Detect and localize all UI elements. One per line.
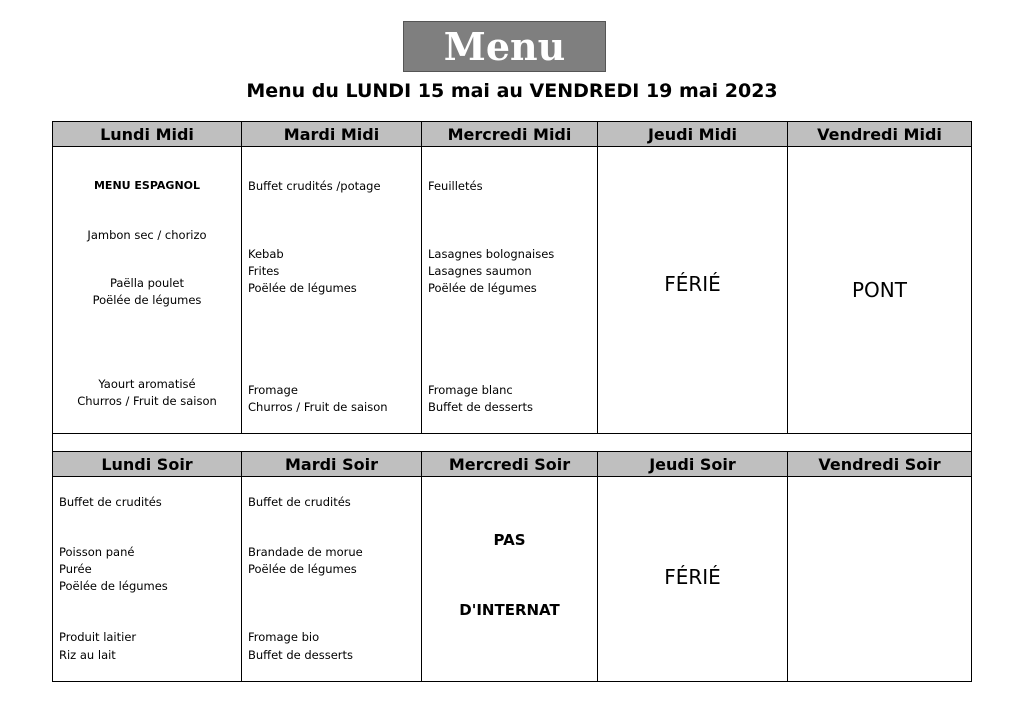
soir-menu-table	[52, 451, 972, 682]
mardi-soir-plat-2: Poëlée de légumes	[248, 562, 357, 576]
header-mercredi-midi: Mercredi Midi	[422, 122, 598, 147]
header-mardi-soir: Mardi Soir	[242, 452, 422, 477]
mardi-midi-plat-1: Kebab	[248, 247, 284, 261]
mardi-soir-dessert-2: Buffet de desserts	[248, 648, 354, 662]
header-vendredi-midi: Vendredi Midi	[788, 122, 972, 147]
lundi-midi-entree: Jambon sec / chorizo	[87, 228, 207, 242]
lundi-midi-plat-1: Paëlla poulet	[109, 276, 185, 290]
header-mardi-midi: Mardi Midi	[242, 122, 422, 147]
lundi-midi-dessert-2: Churros / Fruit de saison	[77, 394, 217, 408]
lundi-soir-dessert-2: Riz au lait	[59, 648, 116, 662]
mardi-soir-entree: Buffet de crudités	[248, 495, 351, 509]
mardi-midi-dessert-1: Fromage	[248, 383, 298, 397]
lundi-soir-plat-2: Purée	[59, 562, 92, 576]
mardi-soir-dessert-1: Fromage bio	[248, 630, 320, 644]
mercredi-soir-line-1: PAS	[493, 531, 526, 549]
mercredi-soir-line-2: D'INTERNAT	[459, 601, 560, 619]
header-vendredi-soir: Vendredi Soir	[788, 452, 972, 477]
mardi-midi-entree: Buffet crudités /potage	[248, 179, 381, 193]
mardi-midi-plat-3: Poëlée de légumes	[248, 281, 357, 295]
jeudi-soir-ferie: FÉRIÉ	[664, 565, 721, 589]
cell-mardi-soir	[242, 477, 422, 682]
cell-lundi-midi	[53, 147, 242, 434]
page-title	[403, 21, 606, 72]
mercredi-midi-plat-1: Lasagnes bolognaises	[428, 247, 555, 261]
lundi-midi-plat-2: Poëlée de légumes	[92, 293, 202, 307]
mercredi-midi-plat-2: Lasagnes saumon	[428, 264, 532, 278]
mardi-soir-plat-1: Brandade de morue	[248, 545, 363, 559]
mercredi-midi-dessert-1: Fromage blanc	[428, 383, 513, 397]
jeudi-midi-ferie: FÉRIÉ	[664, 272, 721, 296]
lundi-soir-plat-3: Poëlée de légumes	[59, 579, 168, 593]
mercredi-midi-dessert-2: Buffet de desserts	[428, 400, 534, 414]
cell-jeudi-midi	[598, 147, 788, 434]
menu-period: Menu du LUNDI 15 mai au VENDREDI 19 mai 2023	[246, 80, 778, 102]
header-mercredi-soir: Mercredi Soir	[422, 452, 598, 477]
cell-mercredi-midi	[422, 147, 598, 434]
soir-content-row	[53, 477, 972, 682]
header-lundi-soir: Lundi Soir	[53, 452, 242, 477]
mercredi-midi-entree: Feuilletés	[428, 179, 483, 193]
midi-header-row	[53, 122, 972, 147]
mercredi-midi-plat-3: Poëlée de légumes	[428, 281, 537, 295]
cell-vendredi-midi	[788, 147, 972, 434]
midi-content-row	[53, 147, 972, 434]
cell-mardi-midi	[242, 147, 422, 434]
vendredi-midi-pont: PONT	[852, 278, 907, 302]
cell-mercredi-soir	[422, 477, 598, 682]
lundi-midi-dessert-1: Yaourt aromatisé	[98, 377, 196, 391]
lundi-soir-entree: Buffet de crudités	[59, 495, 162, 509]
lundi-soir-plat-1: Poisson pané	[59, 545, 135, 559]
mardi-midi-plat-2: Frites	[248, 264, 280, 278]
header-jeudi-soir: Jeudi Soir	[598, 452, 788, 477]
lundi-midi-special: MENU ESPAGNOL	[93, 179, 201, 192]
cell-vendredi-soir	[788, 477, 972, 682]
cell-lundi-soir	[53, 477, 242, 682]
midi-menu-table	[52, 121, 972, 434]
header-lundi-midi: Lundi Midi	[53, 122, 242, 147]
table-separator	[52, 432, 972, 451]
soir-header-row	[53, 452, 972, 477]
page-title-text: Menu	[443, 24, 566, 69]
mardi-midi-dessert-2: Churros / Fruit de saison	[248, 400, 388, 414]
header-jeudi-midi: Jeudi Midi	[598, 122, 788, 147]
lundi-soir-dessert-1: Produit laitier	[59, 630, 137, 644]
cell-jeudi-soir	[598, 477, 788, 682]
